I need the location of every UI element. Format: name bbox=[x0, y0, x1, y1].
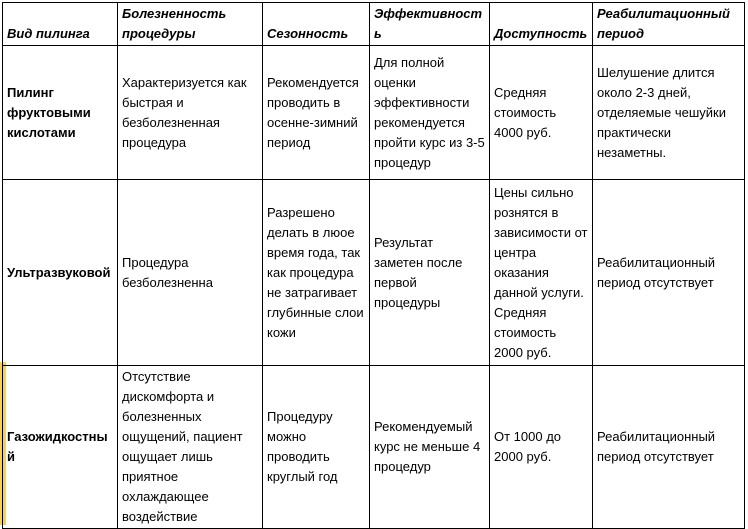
cell-pain: Процедура безболезненна bbox=[118, 180, 263, 366]
cell-pain: Характеризуется как быстрая и безболезненная процедура bbox=[118, 46, 263, 180]
header-cell-rehab: Реабилитационный период bbox=[593, 3, 745, 46]
cell-rehab: Шелушение длится около 2-3 дней, отделяемые чешуйки практически незаметны. bbox=[593, 46, 745, 180]
cell-season: Разрешено делать в люое время года, так как процедура не затрагивает глубинные слои кожи bbox=[263, 180, 370, 366]
cell-effect: Рекомендуемый курс не меньше 4 процедур bbox=[370, 366, 490, 529]
cell-rehab: Реабилитационный период отсутствует bbox=[593, 180, 745, 366]
table-row bbox=[3, 366, 745, 529]
cell-peeling-name: Ультразвуковой bbox=[3, 180, 118, 366]
cell-peeling-name: Газожидкостный bbox=[3, 366, 118, 529]
header-cell-price: Доступность bbox=[490, 3, 593, 46]
table-row bbox=[3, 180, 745, 366]
cell-price: От 1000 до 2000 руб. bbox=[490, 366, 593, 529]
header-cell-season: Сезонность bbox=[263, 3, 370, 46]
header-cell-type: Вид пилинга bbox=[3, 3, 118, 46]
cell-season: Процедуру можно проводить круглый год bbox=[263, 366, 370, 529]
table-row bbox=[3, 46, 745, 180]
header-cell-effect: Эффективность bbox=[370, 3, 490, 46]
cell-peeling-name: Пилинг фруктовыми кислотами bbox=[3, 46, 118, 180]
cell-pain: Отсутствие дискомфорта и болезненных ощущений, пациент ощущает лишь приятное охлаждающее воздействие bbox=[118, 366, 263, 529]
header-cell-pain: Болезненность процедуры bbox=[118, 3, 263, 46]
header-row bbox=[3, 3, 745, 46]
cell-rehab: Реабилитационный период отсутствует bbox=[593, 366, 745, 529]
cell-season: Рекомендуется проводить в осенне-зимний период bbox=[263, 46, 370, 180]
peeling-comparison-table bbox=[2, 2, 745, 529]
cell-price: Цены сильно рознятся в зависимости от центра оказания данной услуги. Средняя стоимость 2000 руб. bbox=[490, 180, 593, 366]
cell-effect: Для полной оценки эффективности рекомендуется пройти курс из 3-5 процедур bbox=[370, 46, 490, 180]
cell-price: Средняя стоимость 4000 руб. bbox=[490, 46, 593, 180]
cell-effect: Результат заметен после первой процедуры bbox=[370, 180, 490, 366]
